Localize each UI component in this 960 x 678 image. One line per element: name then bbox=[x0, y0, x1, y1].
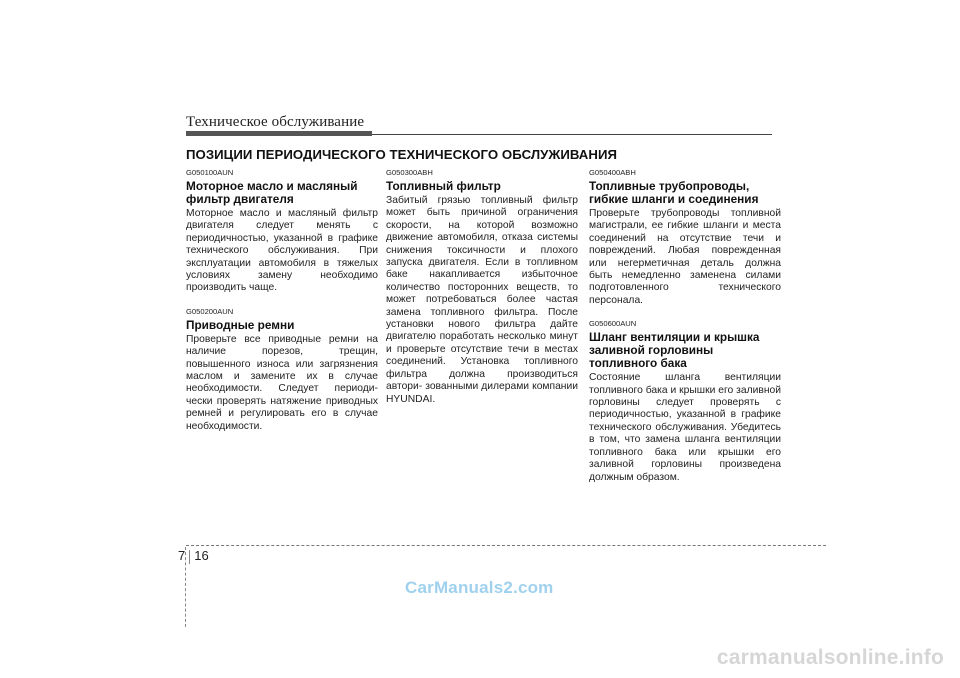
item-heading: Шланг вентиляции и крышка заливной горловины топливного бака bbox=[589, 330, 760, 371]
item-body: Состояние шланга вентиляции топливного бака и крышки его заливной горловины следует проверять с периодичностью, указанной в графике технического обслуживания. Убедитесь в том, что замена шланга вентиляции топливного бака или крышки его заливной горловины произведена должным образом. bbox=[589, 372, 781, 483]
page-in-chapter: 16 bbox=[194, 548, 209, 563]
item-code: G050100AUN bbox=[186, 168, 234, 177]
item-heading: Приводные ремни bbox=[186, 317, 295, 332]
section-title: ПОЗИЦИИ ПЕРИОДИЧЕСКОГО ТЕХНИЧЕСКОГО ОБСЛУЖИВАНИЯ bbox=[186, 147, 617, 162]
watermark-carmanuals2[interactable]: CarManuals2.com bbox=[405, 578, 554, 597]
item-code: G050600AUN bbox=[589, 319, 637, 329]
page-number bbox=[178, 548, 209, 564]
column-1 bbox=[186, 168, 378, 445]
column-2 bbox=[386, 168, 578, 418]
item-heading: Топливные трубопроводы, гибкие шланги и соединения bbox=[589, 179, 759, 206]
item-body: Моторное масло и масляный фильтр двигателя следует менять с периодичностью, указанной в графике технического обслуживания. При эксплуатации автомобиля в тяжелых условиях замену необходимо производить чаще. bbox=[186, 208, 378, 294]
header-title: Техническое обслуживание bbox=[186, 114, 365, 130]
item-code: G050400ABH bbox=[589, 168, 636, 177]
item-body: Забитый грязью топливный фильтр может быть причиной ограничения скорости, на которой возможно движение автомобиля, отказа системы снижения токсичности и плохого запуска двигателя. Если в топливном баке накапливается избыточное количество посторонних веществ, то может потребоваться более частая замена топливного фильтра. После установки нового фильтра дайте двигателю поработать несколько минут и проверьте отсутствие течи в местах соединений. Установка топливного фильтра должна производиться автори- зованными дилерами компании HYUNDAI. bbox=[386, 195, 578, 405]
item-heading: Моторное масло и масляный фильтр двигателя bbox=[186, 179, 358, 206]
column-3 bbox=[589, 168, 781, 496]
header-rule-thin bbox=[372, 134, 772, 135]
watermark-carmanualsonline: carmanualsonline.info bbox=[716, 646, 944, 669]
header-rule-thick bbox=[186, 131, 372, 136]
chapter-number: 7 bbox=[178, 548, 186, 563]
item-code: G050200AUN bbox=[186, 306, 234, 316]
item-body: Проверьте трубопроводы топливной магистрали, ее гибкие шланги и места соединений на отсутствие течи и повреждений. Любая поврежденная или негерметичная деталь должна быть немедленно заменена силами подготовленного технического персонала. bbox=[589, 208, 781, 306]
page-number-separator bbox=[189, 550, 190, 564]
footer-divider bbox=[186, 545, 826, 546]
item-code: G050300ABH bbox=[386, 168, 433, 177]
item-heading: Топливный фильтр bbox=[386, 179, 501, 193]
item-body: Проверьте все приводные ремни на наличие порезов, трещин, повышенного износа или загрязнения маслом и замените их в случае необходимости. Следует периоди- чески проверять натяжение приводных ремней и регулировать его в случае необходимости. bbox=[186, 333, 378, 432]
